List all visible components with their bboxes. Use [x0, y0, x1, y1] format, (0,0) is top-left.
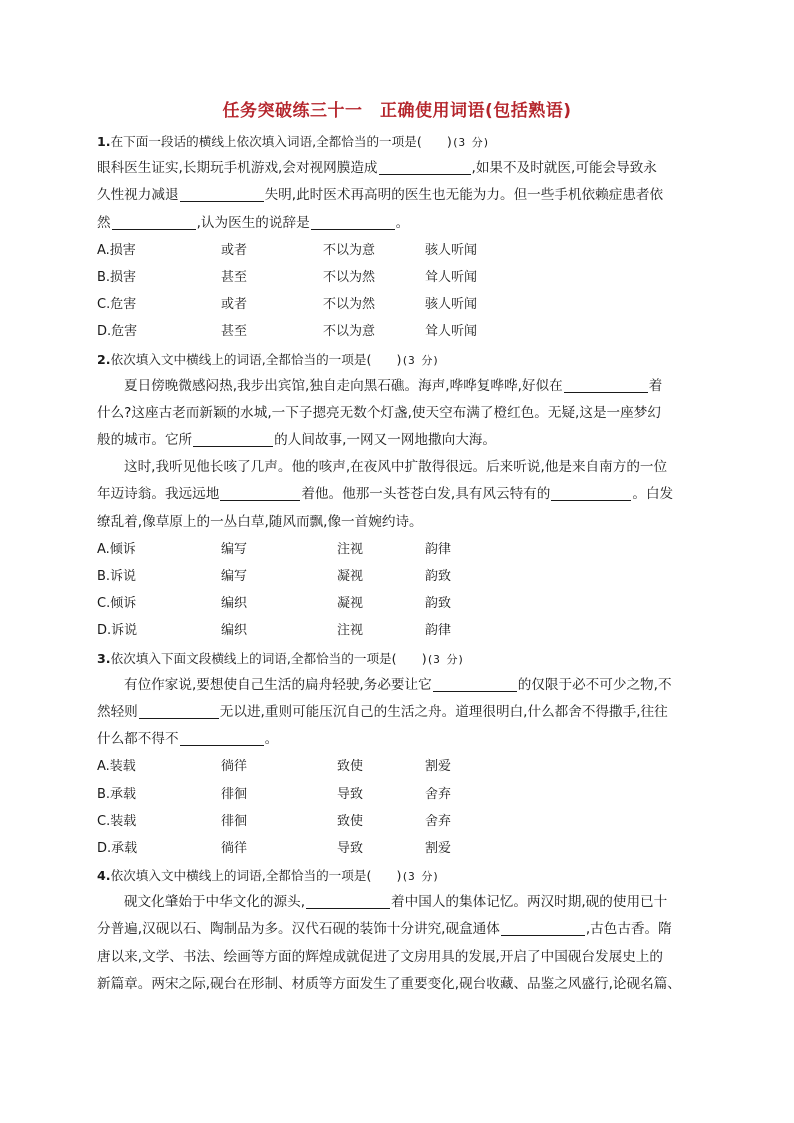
passage-line [97, 155, 707, 182]
question-number: 3. [97, 650, 111, 666]
option-word: 导致 [337, 840, 364, 856]
option-label: C.装载 [97, 813, 137, 829]
passage-text: 般的城市。它所 [97, 432, 193, 449]
passage-text: 着中国人的集体记忆。两汉时期,砚的使用已十 [391, 894, 668, 911]
option-word: 或者 [221, 297, 248, 313]
question-4-stem [97, 862, 707, 889]
document-content [97, 128, 707, 998]
option-label: A.装载 [97, 759, 136, 775]
passage-text: 这时,我听见他长咳了几声。他的咳声,在夜风中扩散得很远。后来听说,他是来自南方的一位 [124, 459, 668, 476]
answer-blank [112, 212, 196, 230]
passage-line [97, 944, 707, 971]
score-label: (3 分) [426, 652, 465, 666]
option-c [97, 291, 707, 318]
passage-text: 着 [648, 377, 663, 394]
answer-blank [180, 184, 264, 202]
question-2-stem [97, 346, 707, 373]
question-3-stem [97, 645, 707, 672]
option-d [97, 835, 707, 862]
passage-text: 然 [97, 214, 111, 231]
answer-blank [501, 918, 585, 936]
page-title: 任务突破练三十一 正确使用词语(包括熟语) [222, 101, 572, 121]
passage-line [97, 726, 707, 753]
answer-blank [180, 728, 264, 746]
option-word: 编写 [221, 569, 248, 584]
option-word: 或者 [221, 242, 248, 258]
option-a [97, 753, 707, 780]
option-word: 耸人听闻 [425, 269, 478, 285]
option-word: 割爱 [425, 759, 452, 775]
passage-text: 着他。他那一头苍苍白发,具有风云特有的 [301, 486, 551, 503]
passage-text: 无以进,重则可能压沉自己的生活之舟。道理很明白,什么都舍不得撒手,往往 [219, 703, 668, 720]
option-label: A.损害 [97, 242, 136, 258]
passage-line [97, 182, 707, 209]
option-c [97, 590, 707, 617]
answer-blank [564, 375, 648, 393]
passage-text: 缭乱着,像草原上的一丛白草,随风而飘,像一首婉约诗。 [97, 513, 423, 530]
passage-line [97, 210, 707, 237]
option-b [97, 781, 707, 808]
passage-text: 。 [395, 214, 410, 231]
option-word: 徜徉 [221, 840, 248, 856]
question-text: 依次填入下面文段横线上的词语,全都恰当的一项是( ) [110, 650, 427, 666]
passage-text: 眼科医生证实,长期玩手机游戏,会对视网膜造成 [97, 160, 378, 177]
option-a [97, 536, 707, 563]
option-word: 割爱 [425, 840, 452, 856]
passage-text: 新篇章。两宋之际,砚台在形制、材质等方面发生了重要变化,砚台收藏、品鉴之风盛行,论砚名篇、 [97, 975, 681, 992]
option-label: B.诉说 [97, 569, 137, 584]
passage-text: 夏日傍晚微感闷热,我步出宾馆,独自走向黑石礁。海声,哗哗复哗哗,好似在 [124, 377, 563, 394]
option-word: 甚至 [221, 269, 248, 285]
option-label: B.承载 [97, 786, 137, 802]
passage-text: 砚文化肇始于中华文化的源头, [124, 894, 306, 911]
option-word: 编织 [221, 596, 248, 612]
option-label: C.危害 [97, 297, 137, 313]
option-word: 凝视 [337, 569, 364, 584]
answer-blank [220, 483, 300, 501]
option-word: 耸人听闻 [425, 324, 478, 340]
passage-line [97, 509, 707, 536]
passage-text: 什么都不得不 [97, 731, 179, 748]
answer-blank [193, 429, 273, 447]
option-label: C.倾诉 [97, 596, 137, 612]
passage-line [97, 373, 707, 400]
option-label: D.诉说 [97, 623, 138, 639]
passage-text: 失明,此时医术再高明的医生也无能为力。但一些手机依赖症患者依 [264, 187, 664, 204]
question-1-stem [97, 128, 707, 155]
question-text: 在下面一段话的横线上依次填入词语,全都恰当的一项是( ) [110, 134, 452, 149]
option-word: 骇人听闻 [425, 242, 478, 258]
passage-line [97, 454, 707, 481]
passage-text: 分普遍,汉砚以石、陶制品为多。汉代石砚的装饰十分讲究,砚盒通体 [97, 921, 500, 938]
option-word: 徘徊 [221, 786, 248, 802]
option-word: 不以为然 [323, 297, 376, 313]
answer-blank [311, 212, 395, 230]
passage-text: 什么?这座古老而新颖的水城,一下子摁亮无数个灯盏,使天空布满了橙红色。无疑,这是一座梦幻 [97, 404, 661, 421]
answer-blank [306, 891, 390, 909]
option-word: 编织 [221, 623, 248, 639]
option-word: 骇人听闻 [425, 297, 478, 313]
option-word: 甚至 [221, 324, 248, 340]
option-word: 韵致 [425, 569, 452, 584]
passage-text: 唐以来,文学、书法、绘画等方面的辉煌成就促进了文房用具的发展,开启了中国砚台发展史上的 [97, 948, 663, 965]
score-label: (3 分) [401, 870, 439, 884]
option-d [97, 617, 707, 644]
score-label: (3 分) [401, 353, 439, 367]
option-word: 不以为然 [323, 269, 376, 285]
answer-blank [139, 701, 219, 719]
passage-line [97, 916, 707, 943]
passage-text: 久性视力减退 [97, 187, 179, 204]
option-word: 凝视 [337, 596, 364, 612]
option-word: 韵致 [425, 596, 452, 612]
option-b [97, 264, 707, 291]
option-word: 致使 [337, 813, 364, 829]
option-a [97, 237, 707, 264]
answer-blank [551, 483, 631, 501]
option-word: 韵律 [425, 623, 452, 639]
option-d [97, 318, 707, 345]
option-label: D.危害 [97, 324, 138, 340]
option-label: D.承载 [97, 840, 138, 856]
passage-text: ,如果不及时就医,可能会导致永 [471, 160, 657, 177]
option-word: 舍弃 [425, 786, 452, 802]
answer-blank [379, 157, 471, 175]
passage-line [97, 400, 707, 427]
option-word: 注视 [337, 623, 364, 639]
passage-line [97, 699, 707, 726]
question-number: 1. [97, 134, 111, 149]
passage-line [97, 971, 707, 998]
answer-blank [433, 674, 517, 692]
option-label: A.倾诉 [97, 541, 136, 557]
option-word: 编写 [221, 541, 248, 557]
passage-text: 年迈诗翁。我远远地 [97, 486, 220, 503]
question-text: 依次填入文中横线上的词语,全都恰当的一项是( ) [110, 868, 402, 884]
question-number: 4. [97, 868, 111, 884]
passage-text: 有位作家说,要想使自己生活的扁舟轻驶,务必要让它 [124, 676, 432, 693]
question-text: 依次填入文中横线上的词语,全都恰当的一项是( ) [110, 351, 402, 367]
option-label: B.损害 [97, 269, 137, 285]
option-word: 徜徉 [221, 759, 248, 775]
option-word: 不以为意 [323, 242, 376, 258]
option-c [97, 808, 707, 835]
option-word: 徘徊 [221, 813, 248, 829]
option-word: 不以为意 [323, 324, 376, 340]
option-word: 韵律 [425, 541, 452, 557]
passage-text: 。白发 [632, 486, 674, 503]
passage-text: 然轻则 [97, 703, 138, 720]
passage-line [97, 481, 707, 508]
passage-text: ,认为医生的说辞是 [196, 214, 310, 231]
option-b [97, 563, 707, 590]
passage-line [97, 889, 707, 916]
passage-text: ,古色古香。隋 [585, 921, 672, 938]
passage-line [97, 427, 707, 454]
option-word: 导致 [337, 786, 364, 802]
option-word: 舍弃 [425, 813, 452, 829]
passage-text: 。 [264, 731, 279, 748]
passage-text: 的仅限于必不可少之物,不 [517, 676, 672, 693]
question-number: 2. [97, 351, 111, 367]
option-word: 注视 [337, 541, 364, 557]
score-label: (3 分) [451, 136, 490, 149]
option-word: 致使 [337, 759, 364, 775]
passage-line [97, 672, 707, 699]
passage-text: 的人间故事,一网又一网地撒向大海。 [274, 432, 496, 449]
